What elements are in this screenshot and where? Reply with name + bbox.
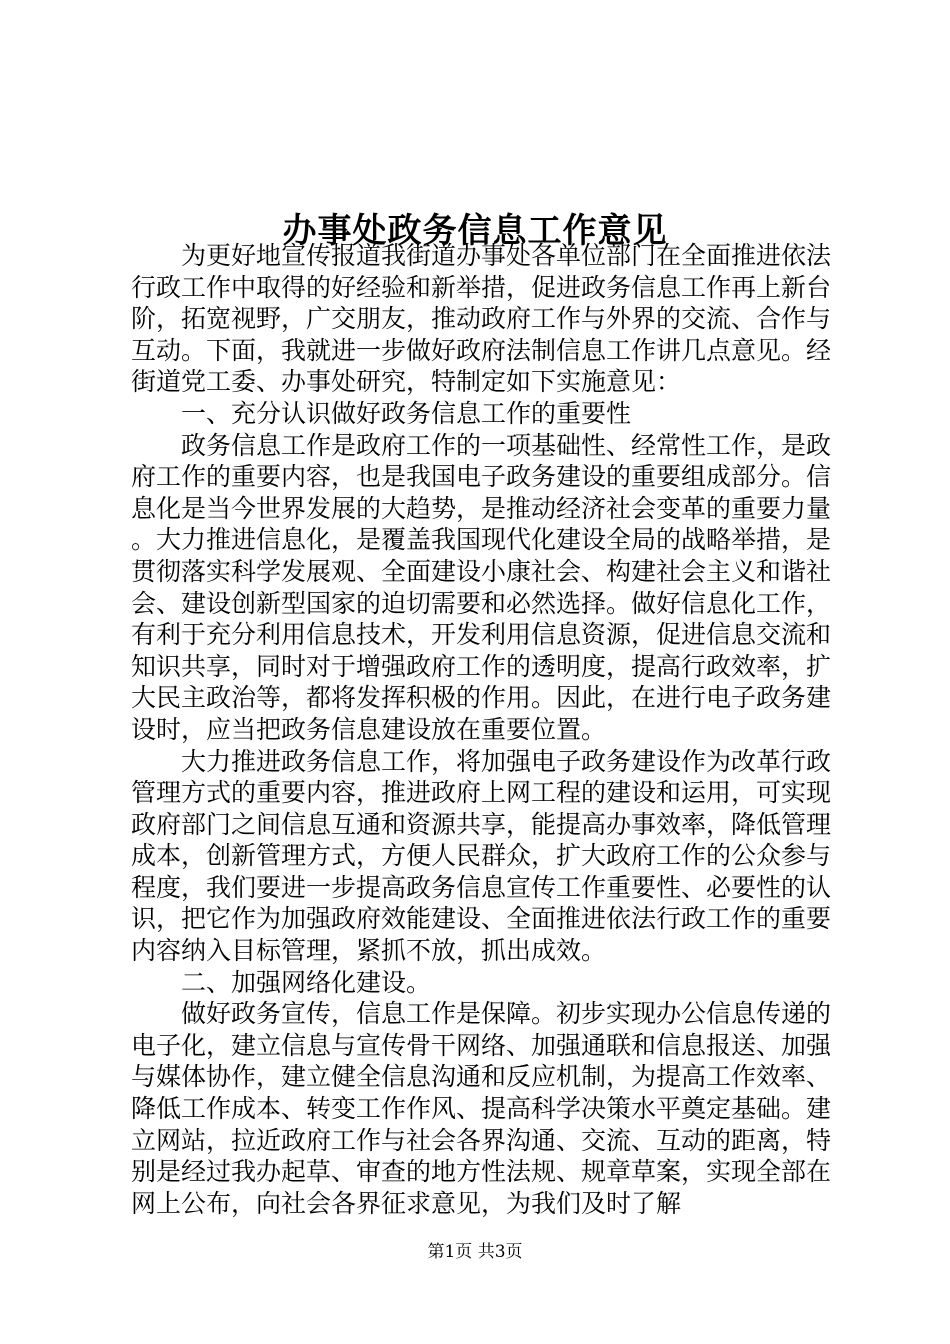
section-heading-2: 二、加强网络化建设。 xyxy=(181,967,432,997)
intro-paragraph: 为更好地宣传报道我街道办事处各单位部门在全面推进依法行政工作中取得的好经验和新举措，促进政务信息工作再上新台阶，拓宽视野，广交朋友，推动政府工作与外界的交流、合作与互动。下面，我就进一步做好政府法制信息工作讲几点意见。经街道党工委、办事处研究，特制定如下实施意见： xyxy=(131,241,832,397)
section1-paragraph-2: 大力推进政务信息工作，将加强电子政务建设作为改革行政管理方式的重要内容，推进政府上网工程的建设和运用，可实现政府部门之间信息互通和资源共享，能提高办事效率，降低管理成本，创新管理方式，方便人民群众，扩大政府工作的公众参与程度，我们要进一步提高政务信息宣传工作重要性、必要性的认识，把它作为加强政府效能建设、全面推进依法行政工作的重要内容纳入目标管理，紧抓不放，抓出成效。 xyxy=(131,746,832,966)
document-body xyxy=(131,240,831,1219)
section1-paragraph-1: 政务信息工作是政府工作的一项基础性、经常性工作，是政府工作的重要内容，也是我国电子政务建设的重要组成部分。信息化是当今世界发展的大趋势，是推动经济社会变革的重要力量。大力推进信息化，是覆盖我国现代化建设全局的战略举措，是贯彻落实科学发展观、全面建设小康社会、构建社会主义和谐社会、建设创新型国家的迫切需要和必然选择。做好信息化工作，有利于充分利用信息技术，开发利用信息资源，促进信息交流和知识共享，同时对于增强政府工作的透明度，提高行政效率，扩大民主政治等，都将发挥积极的作用。因此，在进行电子政务建设时，应当把政务信息建设放在重要位置。 xyxy=(131,430,832,744)
page-total: 共3页 xyxy=(477,1242,523,1262)
document-title: 办事处政务信息工作意见 xyxy=(282,210,668,251)
page-footer xyxy=(0,1240,950,1264)
page-number: 第1页 xyxy=(427,1242,473,1262)
section-heading-1: 一、充分认识做好政务信息工作的重要性 xyxy=(181,398,632,428)
section2-paragraph-1: 做好政务宣传，信息工作是保障。初步实现办公信息传递的电子化，建立信息与宣传骨干网络、加强通联和信息报送、加强与媒体协作，建立健全信息沟通和反应机制，为提高工作效率、降低工作成本、转变工作作风、提高科学决策水平奠定基础。建立网站，拉近政府工作与社会各界沟通、交流、互动的距离，特别是经过我办起草、审查的地方性法规、规章草案，实现全部在网上公布，向社会各界征求意见，为我们及时了解 xyxy=(131,999,832,1218)
